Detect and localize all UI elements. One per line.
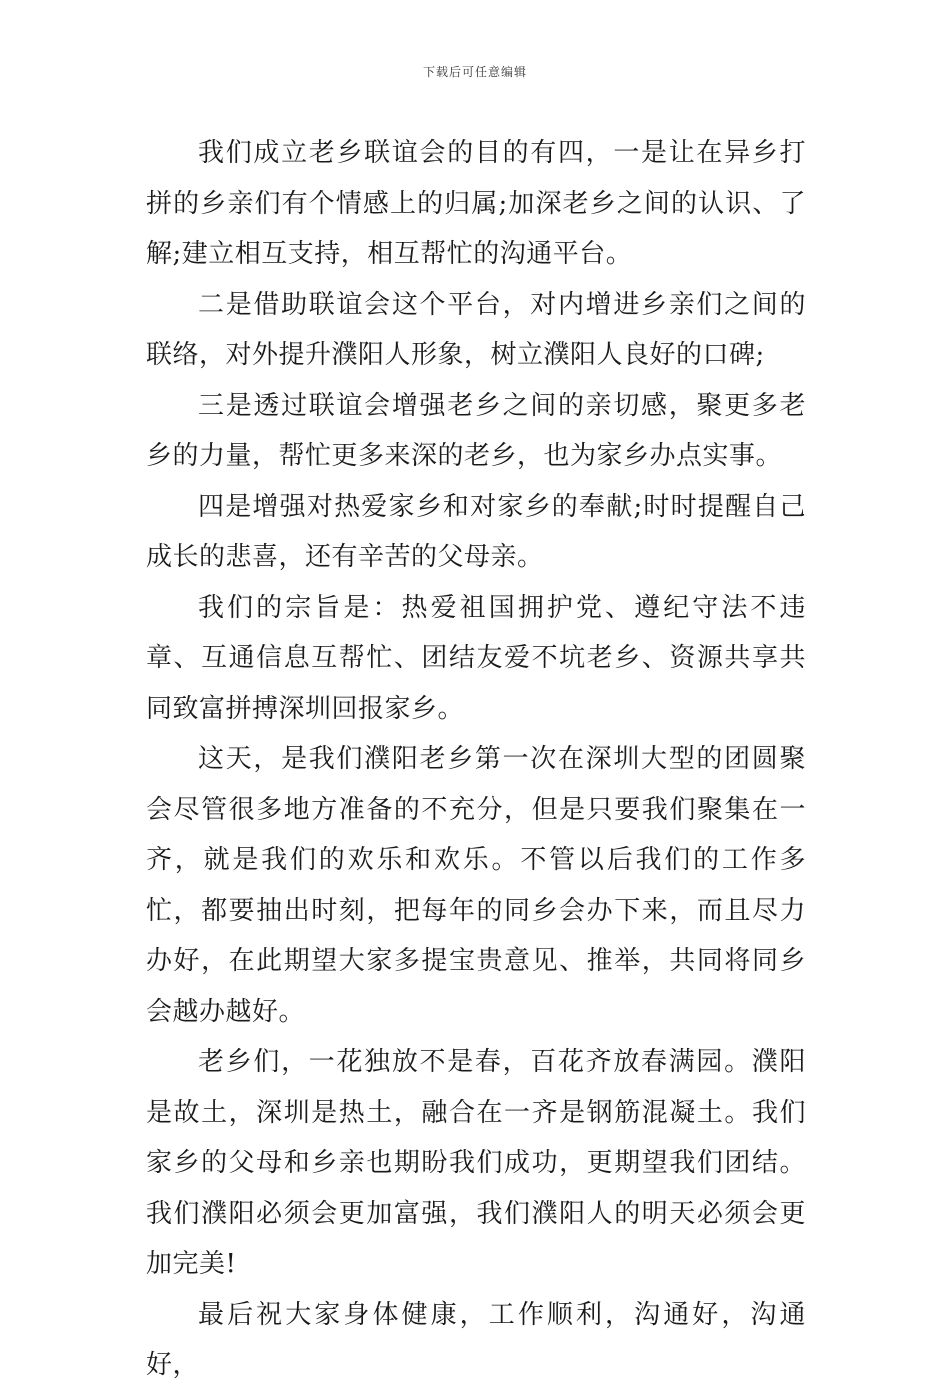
paragraph-fourth-purpose: 四是增强对热爱家乡和对家乡的奉献;时时提醒自己成长的悲喜，还有辛苦的父母亲。	[146, 491, 806, 572]
paragraph-closing: 最后祝大家身体健康，工作顺利，沟通好，沟通好，	[146, 1299, 806, 1380]
paragraph-third-purpose: 三是透过联谊会增强老乡之间的亲切感，聚更多老乡的力量，帮忙更多来深的老乡，也为家乡办点实事。	[146, 390, 806, 471]
paragraph-unity: 老乡们，一花独放不是春，百花齐放春满园。濮阳是故土，深圳是热土，融合在一齐是钢筋混凝土。我们家乡的父母和乡亲也期盼我们成功，更期望我们团结。我们濮阳必须会更加富强，我们濮阳人的明天必须会更加完美!	[146, 1047, 806, 1279]
paragraph-tenets: 我们的宗旨是：热爱祖国拥护党、遵纪守法不违章、互通信息互帮忙、团结友爱不坑老乡、资源共享共同致富拼搏深圳回报家乡。	[146, 592, 806, 724]
page-header-note: 下载后可任意编辑	[422, 65, 527, 79]
paragraph-purpose: 我们成立老乡联谊会的目的有四，一是让在异乡打拼的乡亲们有个情感上的归属;加深老乡之间的认识、了解;建立相互支持，相互帮忙的沟通平台。	[146, 138, 806, 269]
paragraph-gathering: 这天，是我们濮阳老乡第一次在深圳大型的团圆聚会尽管很多地方准备的不充分，但是只要我们聚集在一齐，就是我们的欢乐和欢乐。不管以后我们的工作多忙，都要抽出时刻，把每年的同乡会办下来，而且尽力办好，在此期望大家多提宝贵意见、推举，共同将同乡会越办越好。	[146, 744, 806, 1027]
paragraph-second-purpose: 二是借助联谊会这个平台，对内增进乡亲们之间的联络，对外提升濮阳人形象，树立濮阳人良好的口碑;	[146, 289, 806, 370]
document-body	[146, 128, 806, 1391]
